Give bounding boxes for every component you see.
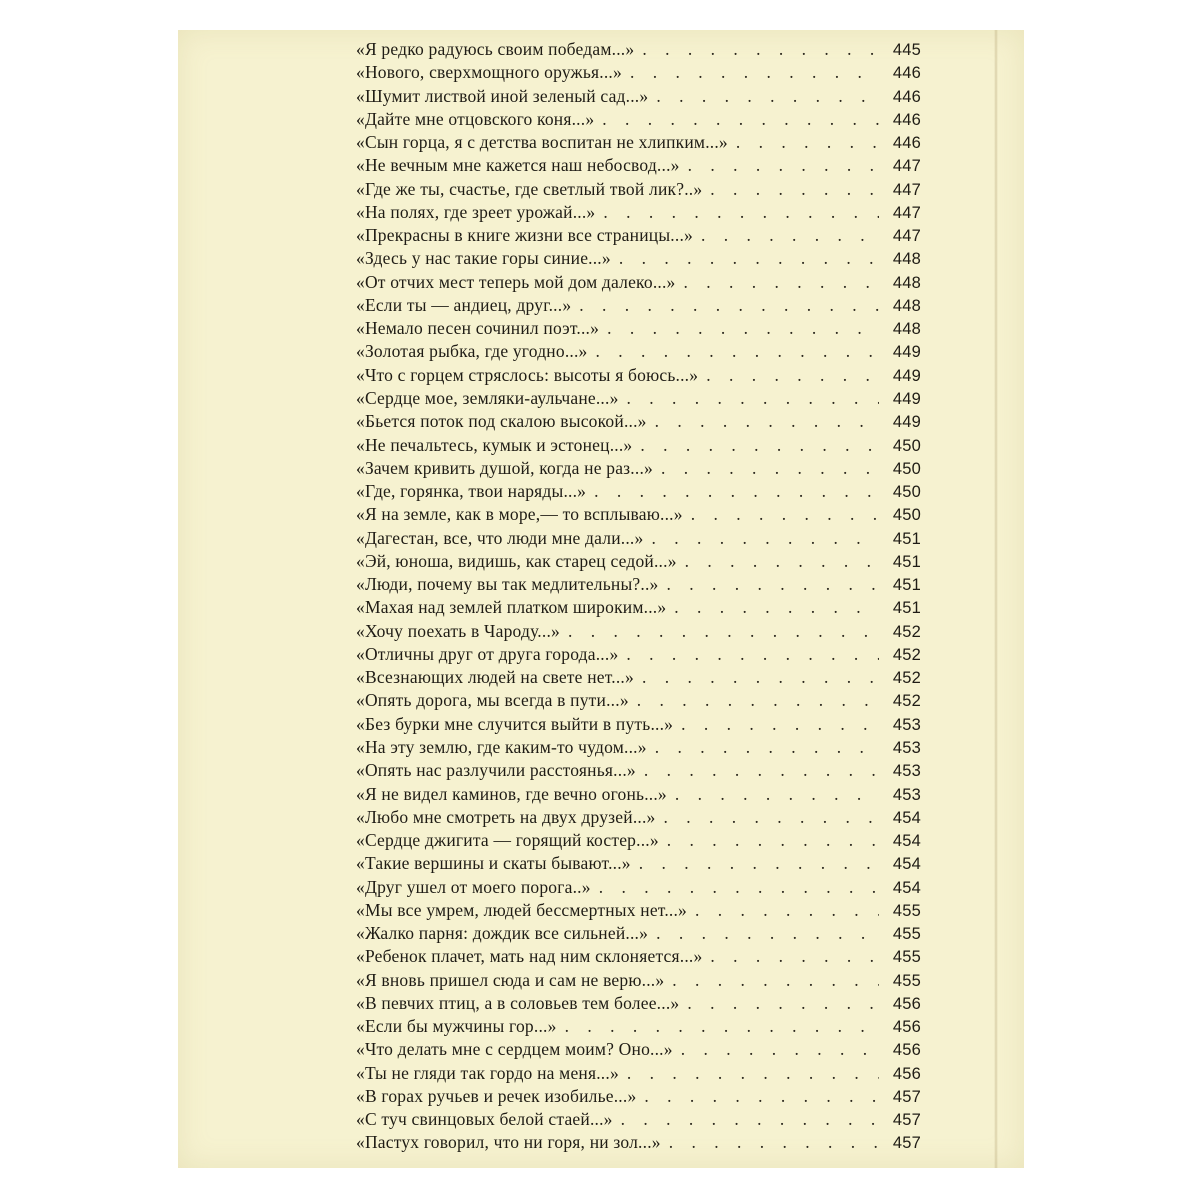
toc-entry-title: «Жалко парня: дождик все сильней...»	[356, 923, 649, 944]
toc-entry-page-number: 450	[892, 436, 921, 455]
dot-leader	[661, 458, 879, 479]
dot-leader	[637, 690, 879, 711]
toc-entry-title: «Где, горянка, твои наряды...»	[356, 481, 587, 502]
toc-entry-page-number: 446	[892, 87, 921, 106]
dot-leader	[688, 155, 879, 176]
toc-entry	[356, 667, 921, 690]
toc-entry-title: «Дагестан, все, что люди мне дали...»	[356, 527, 644, 548]
toc-entry-title: «Ты не гляди так гордо на меня...»	[356, 1062, 619, 1083]
dot-leader	[701, 225, 879, 246]
toc-entry-page-number: 457	[892, 1134, 921, 1153]
toc-entry-page-number: 454	[892, 855, 921, 874]
toc-entry-page-number: 446	[892, 110, 921, 129]
toc-entry-page-number: 448	[892, 296, 921, 315]
toc-entry-title: «Любо мне смотреть на двух друзей...»	[356, 806, 656, 827]
toc-entry-page-number: 455	[892, 971, 921, 990]
dot-leader	[706, 365, 879, 386]
toc-entry	[356, 714, 921, 737]
toc-entry-title: «Пастух говорил, что ни горя, ни зол...»	[356, 1132, 661, 1153]
toc-entry-title: «Что делать мне с сердцем моим? Оно...»	[356, 1039, 673, 1060]
toc-entry-title: «Люди, почему вы так медлительны?..»	[356, 574, 659, 595]
table-of-contents	[356, 39, 921, 1156]
toc-entry-title: «Золотая рыбка, где угодно...»	[356, 341, 588, 362]
toc-entry-title: «Я вновь пришел сюда и сам не верю...»	[356, 969, 665, 990]
toc-entry-title: «Опять нас разлучили расстоянья...»	[356, 760, 636, 781]
toc-entry-title: «Всезнающих людей на свете нет...»	[356, 667, 634, 688]
dot-leader	[639, 853, 879, 874]
dot-leader	[681, 714, 879, 735]
toc-entry-title: «Махая над землей платком широким...»	[356, 597, 667, 618]
toc-entry	[356, 318, 921, 341]
toc-entry	[356, 388, 921, 411]
toc-entry	[356, 86, 921, 109]
toc-entry-title: «Такие вершины и скаты бывают...»	[356, 853, 631, 874]
toc-entry-title: «В певчих птиц, а в соловьев тем более...»	[356, 992, 680, 1013]
toc-entry	[356, 272, 921, 295]
toc-entry	[356, 109, 921, 132]
dot-leader	[568, 621, 879, 642]
toc-entry-title: «Ребенок плачет, мать над ним склоняется...»	[356, 946, 703, 967]
toc-entry-page-number: 446	[892, 64, 921, 83]
toc-entry-page-number: 447	[892, 227, 921, 246]
toc-entry-title: «Если бы мужчины гор...»	[356, 1016, 557, 1037]
toc-entry	[356, 597, 921, 620]
toc-entry-title: «Зачем кривить душой, когда не раз...»	[356, 457, 653, 478]
dot-leader	[644, 1086, 879, 1107]
dot-leader	[630, 62, 879, 83]
dot-leader	[691, 504, 879, 525]
dot-leader	[607, 318, 879, 339]
toc-entry	[356, 295, 921, 318]
dot-leader	[644, 760, 879, 781]
dot-leader	[687, 993, 879, 1014]
toc-entry-page-number: 451	[892, 552, 921, 571]
dot-leader	[599, 877, 879, 898]
dot-leader	[642, 39, 879, 60]
toc-entry	[356, 853, 921, 876]
toc-entry-page-number: 454	[892, 832, 921, 851]
toc-entry-title: «На эту землю, где каким-то чудом...»	[356, 736, 647, 757]
toc-entry-title: «Шумит листвой иной зеленый сад...»	[356, 85, 649, 106]
toc-entry-page-number: 451	[892, 529, 921, 548]
toc-entry-title: «Сердце джигита — горящий костер...»	[356, 830, 659, 851]
toc-entry-title: «От отчих мест теперь мой дом далеко...»	[356, 271, 676, 292]
toc-entry-page-number: 449	[892, 389, 921, 408]
dot-leader	[642, 667, 879, 688]
dot-leader	[656, 923, 879, 944]
dot-leader	[684, 272, 880, 293]
toc-entry	[356, 458, 921, 481]
toc-entry	[356, 1086, 921, 1109]
toc-entry	[356, 1109, 921, 1132]
toc-entry-page-number: 452	[892, 692, 921, 711]
toc-entry-page-number: 452	[892, 669, 921, 688]
dot-leader	[619, 248, 879, 269]
toc-entry-title: «Здесь у нас такие горы синие...»	[356, 248, 611, 269]
toc-entry	[356, 760, 921, 783]
toc-entry-page-number: 447	[892, 180, 921, 199]
toc-entry-title: «Прекрасны в книге жизни все страницы...»	[356, 225, 693, 246]
toc-entry-page-number: 449	[892, 366, 921, 385]
dot-leader	[603, 202, 879, 223]
toc-entry-title: «Не печальтесь, кумык и эстонец...»	[356, 434, 633, 455]
toc-entry	[356, 877, 921, 900]
toc-entry-title: «На полях, где зреет урожай...»	[356, 201, 596, 222]
toc-entry-title: «В горах ручьев и речек изобилье...»	[356, 1085, 637, 1106]
toc-entry	[356, 551, 921, 574]
toc-entry-page-number: 449	[892, 343, 921, 362]
toc-entry-page-number: 453	[892, 762, 921, 781]
toc-entry-title: «Без бурки мне случится выйти в путь...»	[356, 713, 674, 734]
dot-leader	[640, 435, 879, 456]
toc-entry-title: «Где же ты, счастье, где светлый твой лик?..»	[356, 178, 703, 199]
toc-entry	[356, 481, 921, 504]
toc-entry-page-number: 456	[892, 1018, 921, 1037]
toc-entry	[356, 155, 921, 178]
dot-leader	[579, 295, 879, 316]
toc-entry-title: «Сердце мое, земляки-аульчане...»	[356, 387, 619, 408]
toc-entry-title: «Нового, сверхмощного оружья...»	[356, 62, 622, 83]
toc-entry	[356, 784, 921, 807]
page-crease	[994, 30, 998, 1168]
toc-entry-page-number: 453	[892, 785, 921, 804]
toc-entry	[356, 807, 921, 830]
dot-leader	[667, 574, 880, 595]
dot-leader	[565, 1016, 879, 1037]
toc-entry-page-number: 446	[892, 134, 921, 153]
dot-leader	[710, 946, 879, 967]
dot-leader	[596, 341, 880, 362]
dot-leader	[669, 1132, 879, 1153]
toc-entry-page-number: 456	[892, 1064, 921, 1083]
toc-entry	[356, 225, 921, 248]
dot-leader	[656, 86, 879, 107]
toc-entry-title: «Хочу поехать в Чароду...»	[356, 620, 560, 641]
toc-entry	[356, 202, 921, 225]
toc-entry-page-number: 450	[892, 459, 921, 478]
toc-entry	[356, 62, 921, 85]
toc-entry	[356, 365, 921, 388]
toc-entry-title: «Сын горца, я с детства воспитан не хлипким...»	[356, 132, 728, 153]
toc-entry	[356, 923, 921, 946]
dot-leader	[655, 737, 879, 758]
toc-entry	[356, 993, 921, 1016]
toc-entry-page-number: 450	[892, 483, 921, 502]
toc-entry-page-number: 445	[892, 41, 921, 59]
toc-entry-page-number: 448	[892, 320, 921, 339]
dot-leader	[674, 597, 879, 618]
dot-leader	[602, 109, 879, 130]
dot-leader	[627, 388, 879, 409]
toc-entry-page-number: 452	[892, 645, 921, 664]
toc-entry-title: «Если ты — андиец, друг...»	[356, 294, 572, 315]
toc-entry-title: «Дайте мне отцовского коня...»	[356, 108, 595, 129]
toc-entry	[356, 644, 921, 667]
toc-entry-title: «Эй, юноша, видишь, как старец седой...»	[356, 550, 677, 571]
toc-entry	[356, 1039, 921, 1062]
dot-leader	[710, 179, 879, 200]
dot-leader	[651, 528, 879, 549]
toc-entry	[356, 39, 921, 62]
toc-entry	[356, 970, 921, 993]
toc-entry-page-number: 450	[892, 506, 921, 525]
toc-entry-page-number: 457	[892, 1087, 921, 1106]
toc-entry	[356, 1016, 921, 1039]
toc-entry	[356, 341, 921, 364]
toc-entry	[356, 621, 921, 644]
toc-entry	[356, 435, 921, 458]
toc-entry-page-number: 451	[892, 576, 921, 595]
toc-entry-page-number: 449	[892, 413, 921, 432]
dot-leader	[695, 900, 879, 921]
toc-entry-page-number: 448	[892, 273, 921, 292]
toc-entry	[356, 900, 921, 923]
toc-entry-page-number: 454	[892, 878, 921, 897]
dot-leader	[685, 551, 879, 572]
toc-entry-title: «Отличны друг от друга города...»	[356, 643, 619, 664]
toc-entry-page-number: 447	[892, 203, 921, 222]
toc-entry-page-number: 453	[892, 715, 921, 734]
toc-entry	[356, 132, 921, 155]
toc-entry	[356, 946, 921, 969]
toc-entry-title: «Друг ушел от моего порога..»	[356, 876, 591, 897]
toc-entry	[356, 248, 921, 271]
dot-leader	[594, 481, 879, 502]
toc-entry-title: «Бьется поток под скалою высокой...»	[356, 411, 647, 432]
toc-entry-page-number: 455	[892, 925, 921, 944]
dot-leader	[626, 644, 879, 665]
toc-entry	[356, 504, 921, 527]
toc-entry-title: «Не вечным мне кажется наш небосвод...»	[356, 155, 680, 176]
toc-entry-title: «Я редко радуюсь своим победам...»	[356, 39, 635, 59]
toc-entry	[356, 528, 921, 551]
toc-entry-page-number: 455	[892, 948, 921, 967]
toc-entry-page-number: 451	[892, 599, 921, 618]
toc-entry-page-number: 456	[892, 994, 921, 1013]
dot-leader	[736, 132, 879, 153]
toc-entry-page-number: 456	[892, 1041, 921, 1060]
toc-entry-title: «Что с горцем стряслось: высоты я боюсь...»	[356, 364, 699, 385]
toc-entry-page-number: 452	[892, 622, 921, 641]
toc-entry-title: «Я не видел каминов, где вечно огонь...»	[356, 783, 667, 804]
toc-entry-page-number: 455	[892, 901, 921, 920]
toc-entry	[356, 830, 921, 853]
dot-leader	[655, 411, 879, 432]
dot-leader	[627, 1063, 879, 1084]
dot-leader	[675, 784, 879, 805]
dot-leader	[672, 970, 879, 991]
dot-leader	[621, 1109, 879, 1130]
toc-entry	[356, 411, 921, 434]
toc-entry-title: «Я на земле, как в море,— то всплываю...»	[356, 504, 683, 525]
toc-entry-page-number: 454	[892, 808, 921, 827]
toc-entry-page-number: 447	[892, 157, 921, 176]
toc-entry	[356, 574, 921, 597]
toc-entry-title: «С туч свинцовых белой стаей...»	[356, 1109, 613, 1130]
toc-entry-page-number: 453	[892, 738, 921, 757]
dot-leader	[681, 1039, 879, 1060]
toc-entry	[356, 1132, 921, 1155]
toc-entry	[356, 179, 921, 202]
toc-entry-title: «Опять дорога, мы всегда в пути...»	[356, 690, 629, 711]
toc-entry	[356, 737, 921, 760]
toc-entry	[356, 690, 921, 713]
dot-leader	[664, 807, 880, 828]
toc-entry-title: «Немало песен сочинил поэт...»	[356, 318, 600, 339]
toc-entry-page-number: 448	[892, 250, 921, 269]
toc-entry-page-number: 457	[892, 1111, 921, 1130]
toc-entry-title: «Мы все умрем, людей бессмертных нет...»	[356, 899, 687, 920]
dot-leader	[667, 830, 879, 851]
toc-entry	[356, 1063, 921, 1086]
